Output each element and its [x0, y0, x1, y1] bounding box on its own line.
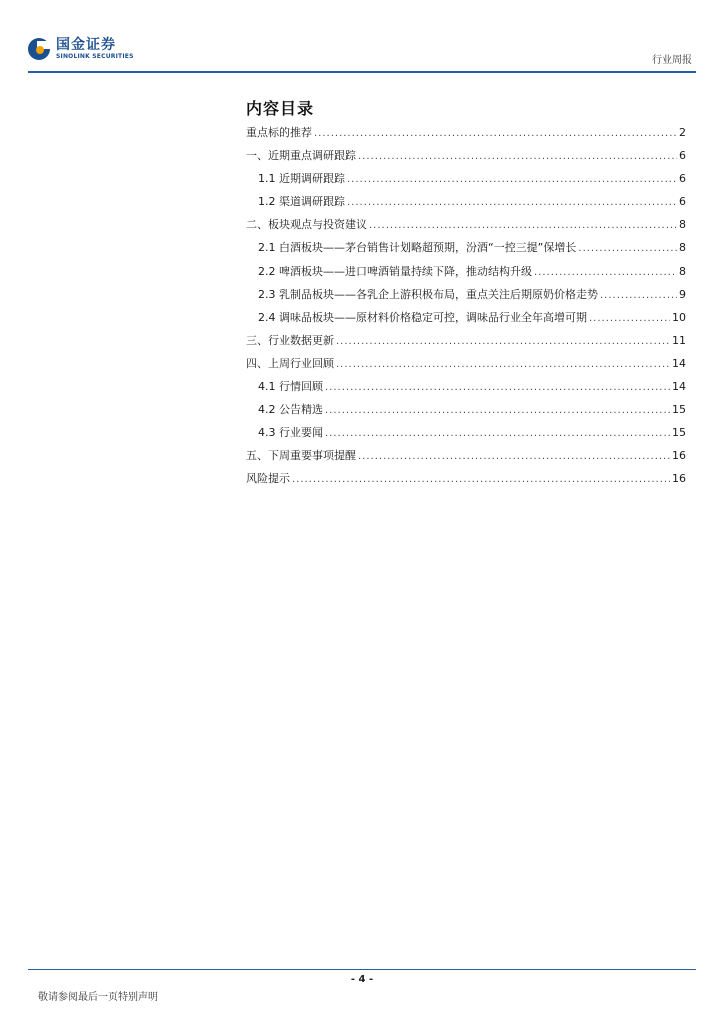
toc-entry-page: 6: [679, 195, 686, 209]
toc-leader-dots: [292, 474, 670, 485]
logo-english-name: SINOLINK SECURITIES: [56, 53, 134, 60]
toc-entry-page: 8: [679, 218, 686, 232]
logo-chinese-name: 国金证券: [56, 37, 116, 53]
toc-title: 内容目录: [246, 99, 315, 118]
toc-entry-label: 4.1 行情回顾: [258, 380, 323, 394]
toc-entry[interactable]: [246, 286, 686, 309]
logo-mark-icon: [28, 38, 50, 60]
toc-entry[interactable]: [246, 470, 686, 493]
toc-entry-label: 五、下周重要事项提醒: [246, 449, 356, 463]
toc-entry-page: 8: [679, 264, 686, 278]
toc-entry-page: 15: [672, 426, 686, 440]
toc-entry-page: 11: [672, 333, 686, 347]
toc-entry[interactable]: [246, 170, 686, 193]
toc-leader-dots: [358, 151, 677, 162]
toc-leader-dots: [347, 197, 677, 208]
toc-entry[interactable]: [246, 239, 686, 262]
toc-leader-dots: [336, 336, 670, 347]
toc-entry-page: 8: [679, 241, 686, 255]
toc-entry-label: 1.2 渠道调研跟踪: [258, 195, 345, 209]
table-of-contents: [246, 124, 686, 494]
toc-leader-dots: [325, 428, 670, 439]
toc-leader-dots: [578, 243, 677, 254]
toc-leader-dots: [347, 174, 677, 185]
toc-entry[interactable]: [246, 124, 686, 147]
toc-entry[interactable]: [246, 424, 686, 447]
footer-disclaimer: 敬请参阅最后一页特别声明: [38, 992, 158, 1003]
toc-entry-label: 4.3 行业要闻: [258, 426, 323, 440]
toc-entry[interactable]: [246, 147, 686, 170]
toc-entry[interactable]: [246, 216, 686, 239]
toc-entry-label: 三、行业数据更新: [246, 333, 334, 347]
toc-leader-dots: [336, 359, 670, 370]
page-number: - 4 -: [350, 974, 374, 985]
toc-entry-page: 2: [679, 126, 686, 139]
footer-divider: [28, 969, 696, 970]
toc-entry-label: 1.1 近期调研跟踪: [258, 172, 345, 186]
toc-entry[interactable]: [246, 263, 686, 286]
toc-entry-label: 4.2 公告精选: [258, 403, 323, 417]
report-type-label: 行业周报: [652, 55, 692, 66]
toc-leader-dots: [325, 382, 670, 393]
toc-entry[interactable]: [246, 378, 686, 401]
toc-entry[interactable]: [246, 332, 686, 355]
toc-entry[interactable]: [246, 447, 686, 470]
toc-entry-label: 2.2 啤酒板块——进口啤酒销量持续下降，推动结构升级: [258, 264, 532, 278]
toc-entry[interactable]: [246, 401, 686, 424]
toc-entry-page: 14: [672, 356, 686, 370]
toc-entry[interactable]: [246, 193, 686, 216]
toc-entry-label: 重点标的推荐: [246, 126, 312, 139]
toc-entry-label: 一、近期重点调研跟踪: [246, 149, 356, 163]
toc-entry-page: 9: [679, 287, 686, 301]
toc-entry-page: 6: [679, 172, 686, 186]
toc-entry-label: 2.1 白酒板块——茅台销售计划略超预期，汾酒“一控三提”保增长: [258, 241, 577, 255]
toc-entry-page: 6: [679, 149, 686, 163]
company-logo: [28, 38, 134, 60]
toc-entry-label: 风险提示: [246, 472, 290, 486]
toc-entry-page: 14: [672, 380, 686, 394]
toc-leader-dots: [369, 220, 677, 231]
toc-leader-dots: [358, 451, 670, 462]
toc-entry-page: 16: [672, 472, 686, 486]
toc-entry-label: 2.3 乳制品板块——各乳企上游积极布局，重点关注后期原奶价格走势: [258, 287, 598, 301]
toc-leader-dots: [600, 290, 677, 301]
toc-entry[interactable]: [246, 355, 686, 378]
toc-entry-page: 16: [672, 449, 686, 463]
page-header: [28, 38, 696, 72]
toc-entry-page: 10: [672, 310, 686, 324]
toc-entry-label: 四、上周行业回顾: [246, 356, 334, 370]
toc-leader-dots: [314, 128, 677, 139]
header-divider: [28, 71, 696, 73]
toc-entry-label: 二、板块观点与投资建议: [246, 218, 367, 232]
toc-leader-dots: [589, 313, 670, 324]
toc-entry-label: 2.4 调味品板块——原材料价格稳定可控，调味品行业全年高增可期: [258, 310, 587, 324]
toc-leader-dots: [534, 267, 677, 278]
toc-entry-page: 15: [672, 403, 686, 417]
toc-entry[interactable]: [246, 309, 686, 332]
toc-leader-dots: [325, 405, 670, 416]
